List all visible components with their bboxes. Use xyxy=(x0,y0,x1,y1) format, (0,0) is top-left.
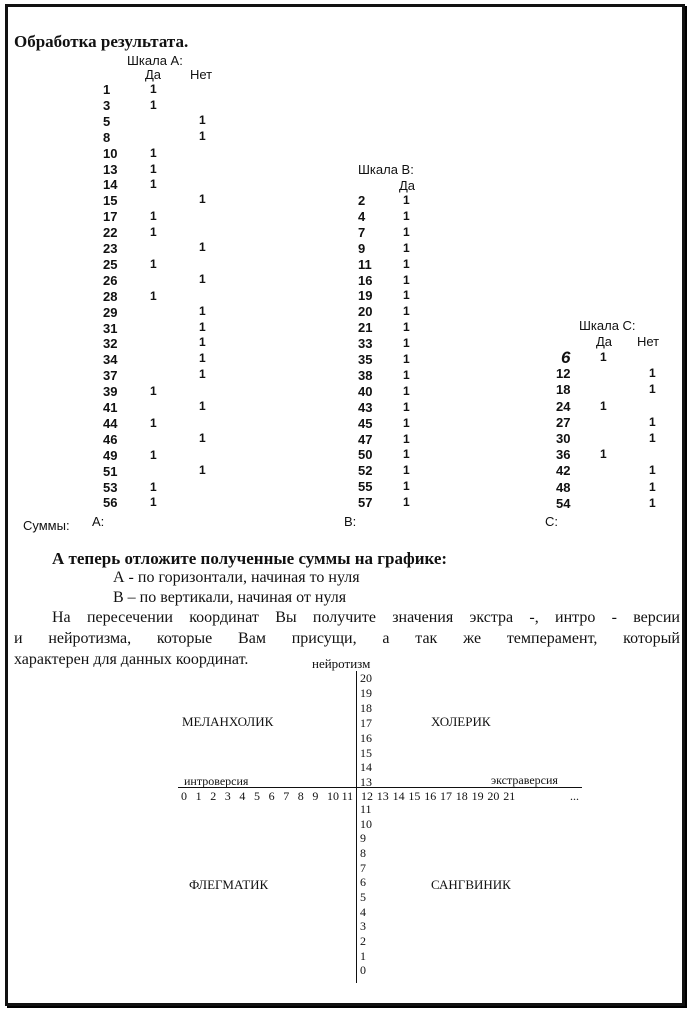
quadrant-choleric: ХОЛЕРИК xyxy=(431,714,491,729)
x-tick-label: 19 xyxy=(471,789,484,803)
x-tick-label: 11 xyxy=(341,789,354,803)
y-tick-label: 6 xyxy=(360,875,366,890)
y-tick-label: 15 xyxy=(360,745,372,760)
y-tick-label: 9 xyxy=(360,831,366,846)
question-number: 5 xyxy=(103,113,111,129)
yes-mark: 1 xyxy=(150,479,157,494)
question-number: 18 xyxy=(556,382,571,398)
y-tick-label: 11 xyxy=(360,802,372,816)
question-number: 11 xyxy=(358,256,372,272)
question-number: 27 xyxy=(556,414,571,430)
instruction-b: В – по вертикали, начиная от нуля xyxy=(113,589,347,606)
yes-mark: 1 xyxy=(150,384,157,399)
no-mark: 1 xyxy=(649,463,656,478)
no-mark: 1 xyxy=(199,462,206,477)
y-tick-label: 14 xyxy=(360,760,372,775)
question-number: 52 xyxy=(358,463,373,479)
question-number: 6 xyxy=(561,348,571,367)
y-tick-label: 10 xyxy=(360,816,372,831)
yes-mark: 1 xyxy=(403,367,410,382)
yes-mark: 1 xyxy=(150,209,157,224)
question-number: 36 xyxy=(556,447,571,463)
no-mark: 1 xyxy=(649,414,656,429)
no-mark: 1 xyxy=(649,479,656,494)
question-number: 17 xyxy=(103,209,118,225)
scale-b-sum-label: В: xyxy=(344,514,357,529)
scale-b-yes-header: Да xyxy=(399,178,416,193)
scale-c-no-header: Нет xyxy=(637,334,660,349)
question-number: 1 xyxy=(103,82,111,97)
introversion-axis-label: интроверсия xyxy=(184,774,249,788)
question-number: 26 xyxy=(103,272,118,288)
question-number: 10 xyxy=(103,145,118,161)
yes-mark: 1 xyxy=(403,431,410,446)
no-mark: 1 xyxy=(199,335,206,350)
no-mark: 1 xyxy=(649,495,656,510)
question-number: 57 xyxy=(358,495,373,511)
question-number: 46 xyxy=(103,431,118,447)
question-number: 41 xyxy=(103,400,118,415)
paragraph-line-3: характерен для данных координат. xyxy=(14,651,249,668)
x-tick-label: 3 xyxy=(224,789,231,803)
paragraph-line-2: и нейротизма, которые Вам присущи, а так же темперамент, который xyxy=(14,630,680,647)
no-mark: 1 xyxy=(199,192,206,207)
yes-mark: 1 xyxy=(403,240,410,255)
question-number: 45 xyxy=(358,415,373,431)
yes-mark: 1 xyxy=(150,82,157,96)
y-tick-label: 4 xyxy=(360,904,366,919)
x-tick-label: 21 xyxy=(503,789,516,803)
question-number: 31 xyxy=(103,320,118,336)
yes-mark: 1 xyxy=(150,97,157,112)
neuroticism-axis-label: нейротизм xyxy=(312,656,371,671)
question-number: 55 xyxy=(358,479,373,495)
yes-mark: 1 xyxy=(403,272,410,287)
yes-mark: 1 xyxy=(600,398,607,413)
x-tick-label: 18 xyxy=(455,789,468,803)
question-number: 48 xyxy=(556,479,571,495)
y-tick-label: 2 xyxy=(360,933,366,948)
yes-mark: 1 xyxy=(150,256,157,271)
sums-label: Суммы: xyxy=(23,518,70,533)
question-number: 38 xyxy=(358,367,373,383)
y-tick-label: 7 xyxy=(360,860,366,875)
y-tick-label: 1 xyxy=(360,948,366,963)
x-tick-label: 14 xyxy=(392,789,405,803)
question-number: 50 xyxy=(358,447,373,463)
x-tick-label: 8 xyxy=(297,789,304,803)
scale-a-yes-header: Да xyxy=(145,67,162,82)
x-tick-label: 9 xyxy=(312,789,319,803)
yes-mark: 1 xyxy=(403,288,410,303)
x-tick-label: 7 xyxy=(283,789,290,803)
x-tick-label: 20 xyxy=(487,789,500,803)
y-tick-label: 8 xyxy=(360,845,366,860)
question-number: 43 xyxy=(358,399,373,415)
yes-mark: 1 xyxy=(150,495,157,510)
no-mark: 1 xyxy=(199,367,206,382)
question-number: 23 xyxy=(103,241,118,256)
scale-a-title: Шкала А: xyxy=(127,53,183,68)
scale-c-yes-header: Да xyxy=(596,334,613,349)
no-mark: 1 xyxy=(199,399,206,413)
question-number: 16 xyxy=(358,272,373,288)
scale-c-title: Шкала С: xyxy=(579,318,636,333)
yes-mark: 1 xyxy=(403,463,410,478)
x-tick-label: 15 xyxy=(408,789,421,803)
yes-mark: 1 xyxy=(403,304,410,319)
no-mark: 1 xyxy=(649,366,656,381)
no-mark: 1 xyxy=(199,351,206,366)
question-number: 37 xyxy=(103,368,118,384)
yes-mark: 1 xyxy=(403,336,410,351)
yes-mark: 1 xyxy=(403,352,410,366)
extraversion-axis-label: экстраверсия xyxy=(491,773,558,787)
question-number: 9 xyxy=(358,240,366,256)
y-tick-label: 5 xyxy=(360,889,366,904)
section-heading: А теперь отложите полученные суммы на графике: xyxy=(52,549,448,568)
page-title: Обработка результата. xyxy=(14,32,189,51)
question-number: 12 xyxy=(556,366,571,382)
quadrant-melancholic: МЕЛАНХОЛИК xyxy=(182,714,274,729)
yes-mark: 1 xyxy=(150,145,157,160)
yes-mark: 1 xyxy=(150,415,157,430)
question-number: 54 xyxy=(556,495,571,511)
quadrant-sanguine: САНГВИНИК xyxy=(431,877,511,892)
y-tick-label: 16 xyxy=(360,730,372,745)
x-tick-label: 2 xyxy=(210,789,217,803)
question-number: 35 xyxy=(358,352,373,367)
yes-mark: 1 xyxy=(403,479,410,494)
question-number: 39 xyxy=(103,384,118,400)
yes-mark: 1 xyxy=(403,256,410,271)
paragraph-line-1: На пересечении координат Вы получите значения экстра -, интро - версии xyxy=(52,609,680,626)
no-mark: 1 xyxy=(199,240,206,254)
scale-b-title: Шкала В: xyxy=(358,162,414,177)
yes-mark: 1 xyxy=(403,383,410,398)
yes-mark: 1 xyxy=(150,447,157,462)
no-mark: 1 xyxy=(649,431,656,445)
question-number: 25 xyxy=(103,256,118,272)
instruction-a: А - по горизонтали, начиная то нуля xyxy=(113,569,360,586)
y-tick-label: 17 xyxy=(360,715,372,730)
question-number: 49 xyxy=(103,447,118,463)
no-mark: 1 xyxy=(199,319,206,334)
x-tick-label: 12 xyxy=(361,789,373,803)
yes-mark: 1 xyxy=(150,161,157,176)
no-mark: 1 xyxy=(199,430,206,445)
question-number: 33 xyxy=(358,336,373,352)
question-number: 13 xyxy=(103,161,118,177)
question-number: 51 xyxy=(103,463,118,479)
question-number: 8 xyxy=(103,129,111,145)
yes-mark: 1 xyxy=(403,415,410,430)
yes-mark: 1 xyxy=(150,177,157,192)
scale-a-no-header: Нет xyxy=(190,67,213,82)
question-number: 44 xyxy=(103,415,118,431)
x-tick-label: ... xyxy=(570,789,579,803)
x-tick-label: 0 xyxy=(181,789,187,803)
x-tick-label: 1 xyxy=(195,789,202,803)
question-number: 4 xyxy=(358,208,366,224)
vertical-axis-line xyxy=(356,671,357,983)
y-tick-label: 13 xyxy=(360,775,372,790)
x-tick-label: 13 xyxy=(376,789,389,803)
question-number: 30 xyxy=(556,431,571,446)
y-tick-label: 20 xyxy=(360,671,372,685)
y-tick-label: 3 xyxy=(360,919,366,934)
x-tick-label: 16 xyxy=(424,789,437,803)
x-tick-label: 6 xyxy=(268,789,275,803)
question-number: 14 xyxy=(103,177,118,193)
scale-a-sum-label: А: xyxy=(92,514,105,529)
no-mark: 1 xyxy=(199,303,206,318)
question-number: 15 xyxy=(103,193,118,209)
x-tick-label: 5 xyxy=(254,789,260,803)
question-number: 2 xyxy=(358,193,366,208)
yes-mark: 1 xyxy=(403,399,410,414)
no-mark: 1 xyxy=(199,271,206,286)
question-number: 56 xyxy=(103,495,118,511)
question-number: 34 xyxy=(103,352,118,368)
question-number: 28 xyxy=(103,288,118,304)
question-number: 29 xyxy=(103,304,118,320)
question-number: 21 xyxy=(358,320,373,336)
question-number: 20 xyxy=(358,304,373,320)
question-number: 3 xyxy=(103,97,111,113)
y-tick-label: 0 xyxy=(360,963,366,978)
x-tick-label: 10 xyxy=(327,789,339,803)
x-tick-label: 4 xyxy=(239,789,246,803)
question-number: 40 xyxy=(358,383,373,399)
question-number: 47 xyxy=(358,431,373,447)
quadrant-phlegmatic: ФЛЕГМАТИК xyxy=(189,877,269,892)
no-mark: 1 xyxy=(199,128,206,143)
question-number: 53 xyxy=(103,479,118,495)
x-tick-label: 17 xyxy=(440,789,452,803)
question-number: 32 xyxy=(103,336,118,352)
yes-mark: 1 xyxy=(150,225,157,240)
no-mark: 1 xyxy=(649,382,656,397)
scale-c-sum-label: С: xyxy=(545,514,558,529)
y-tick-label: 18 xyxy=(360,700,372,715)
yes-mark: 1 xyxy=(600,447,607,462)
question-number: 42 xyxy=(556,463,571,479)
question-number: 24 xyxy=(556,398,571,414)
yes-mark: 1 xyxy=(403,224,410,239)
yes-mark: 1 xyxy=(403,208,410,223)
y-tick-label: 19 xyxy=(360,685,372,700)
yes-mark: 1 xyxy=(150,288,157,303)
yes-mark: 1 xyxy=(403,320,410,335)
question-number: 7 xyxy=(358,224,366,240)
no-mark: 1 xyxy=(199,112,206,127)
yes-mark: 1 xyxy=(600,350,607,364)
yes-mark: 1 xyxy=(403,495,410,510)
yes-mark: 1 xyxy=(403,193,410,207)
question-number: 19 xyxy=(358,288,373,304)
question-number: 22 xyxy=(103,225,118,241)
yes-mark: 1 xyxy=(403,447,410,462)
